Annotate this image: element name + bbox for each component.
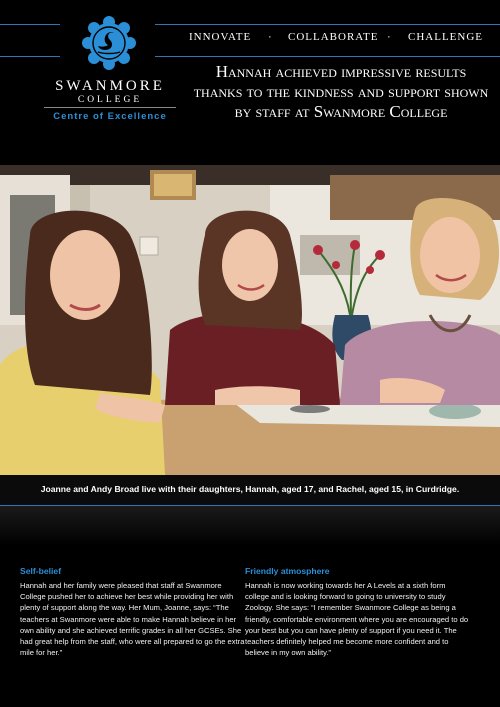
header-rule: [0, 24, 60, 25]
header-rule: [155, 56, 500, 57]
section-heading: Friendly atmosphere: [245, 566, 330, 576]
tagline-separator: ·: [268, 31, 272, 43]
photo-caption: Joanne and Andy Broad live with their daughters, Hannah, aged 17, and Rachel, aged 15, in Curdridge.: [40, 484, 460, 494]
brand-subtitle: COLLEGE: [77, 95, 143, 105]
column-friendly-atmosphere: [245, 566, 470, 658]
headline: Hannah achieved impressive results thanks to the kindness and support shown by staff at Swanmore College: [193, 62, 489, 121]
tagline-separator: ·: [387, 31, 391, 43]
brand-divider: [44, 107, 176, 108]
tagline-innovate: INNOVATE: [189, 31, 252, 43]
brand-tagline: Centre of Excellence: [53, 111, 167, 122]
tagline-challenge: CHALLENGE: [408, 31, 483, 43]
section-body: Hannah and her family were pleased that staff at Swanmore College pushed her to achieve her best while providing her with plenty of support along the way. Her Mum, Joanne, says: “The teachers at Swanmore were able to make Hannah believe in her own ability and she achieved terrific grades in all her GCSEs. She had great help from the staff, who were all prepared to go the extra mile for her.”: [20, 581, 245, 658]
caption-fade: [0, 506, 500, 546]
header: [0, 0, 500, 165]
family-photo: [0, 165, 500, 475]
column-self-belief: [20, 566, 245, 658]
tagline-collaborate: COLLABORATE: [288, 31, 379, 43]
header-rule: [155, 24, 500, 25]
section-heading: Self-belief: [20, 566, 62, 576]
swan-logo-icon: [79, 13, 139, 73]
header-rule: [0, 56, 60, 57]
section-body: Hannah is now working towards her A Levels at a sixth form college and is looking forward to going to university to study Zoology. She says: “I remember Swanmore College as being a friendly, comfortable environment where you are encouraged to do your best but you can have plenty of support if you need it. The teachers definitely helped me become more confident and to believe in my own ability.”: [245, 581, 469, 658]
brand-name: SWANMORE: [55, 78, 165, 94]
